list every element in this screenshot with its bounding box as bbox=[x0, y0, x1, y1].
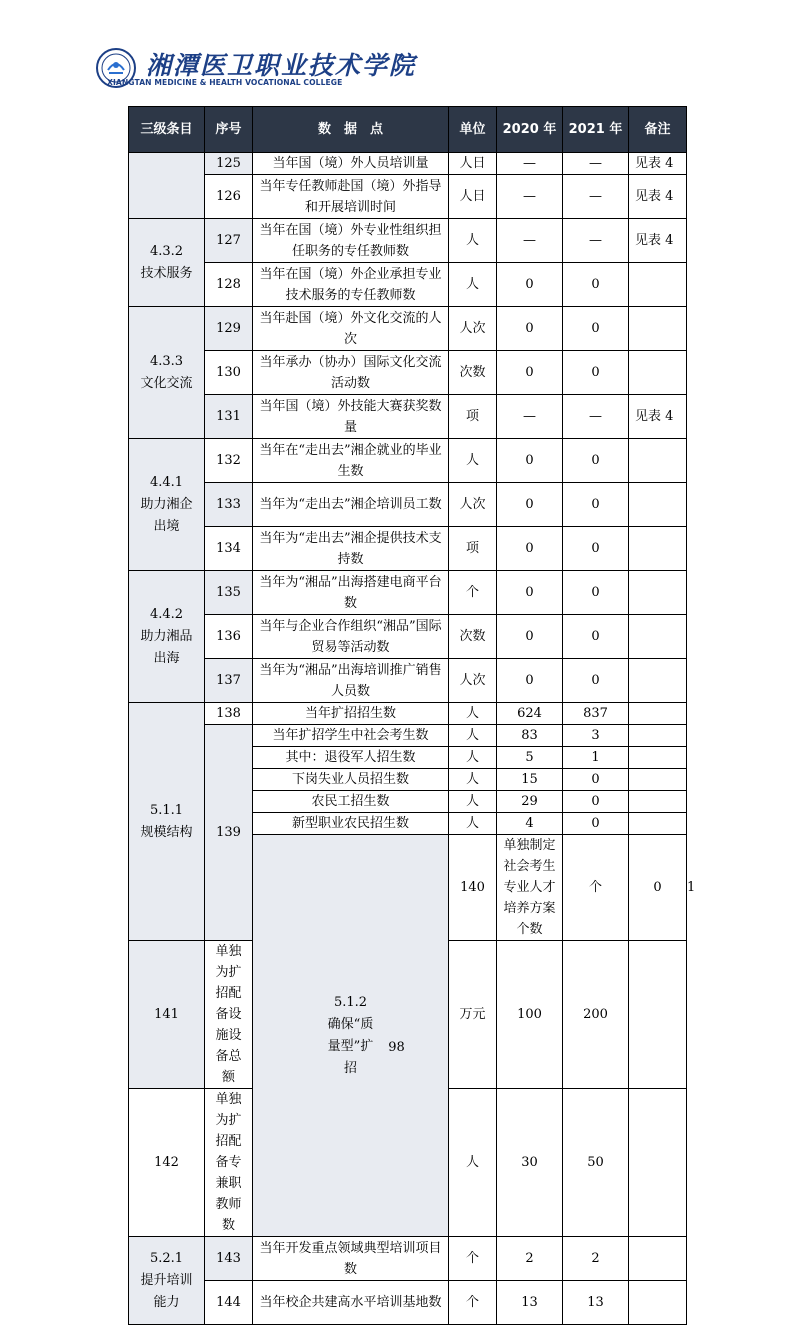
row-unit: 人 bbox=[449, 813, 497, 835]
row-2021: 0 bbox=[563, 813, 629, 835]
row-note bbox=[629, 1281, 687, 1325]
group-cell-5-2-1: 5.2.1 提升培训 能力 bbox=[129, 1237, 205, 1325]
row-seq: 130 bbox=[205, 351, 253, 395]
row-item: 当年赴国（境）外文化交流的人次 bbox=[253, 307, 449, 351]
row-2021: 0 bbox=[563, 307, 629, 351]
row-item: 当年校企共建高水平培训基地数 bbox=[253, 1281, 449, 1325]
row-2020: 4 bbox=[497, 813, 563, 835]
row-unit: 人 bbox=[449, 769, 497, 791]
row-2020: — bbox=[497, 219, 563, 263]
row-note bbox=[629, 791, 687, 813]
group-cell-blank bbox=[129, 153, 205, 219]
row-2020: 0 bbox=[497, 307, 563, 351]
table-row bbox=[129, 175, 687, 219]
row-seq: 139 bbox=[205, 725, 253, 941]
row-item: 当年为“走出去”湘企培训员工数 bbox=[253, 483, 449, 527]
row-note bbox=[629, 263, 687, 307]
row-seq: 129 bbox=[205, 307, 253, 351]
row-item: 新型职业农民招生数 bbox=[253, 813, 449, 835]
row-note bbox=[629, 725, 687, 747]
row-note bbox=[629, 527, 687, 571]
row-seq: 134 bbox=[205, 527, 253, 571]
row-2021: 3 bbox=[563, 725, 629, 747]
row-unit: 次数 bbox=[449, 615, 497, 659]
row-2020: 0 bbox=[497, 483, 563, 527]
row-2021: — bbox=[563, 153, 629, 175]
table-row bbox=[129, 615, 687, 659]
data-table bbox=[128, 106, 696, 1325]
college-name-en: XIANGTAN MEDICINE & HEALTH VOCATIONAL COLLEGE bbox=[107, 78, 343, 87]
row-note bbox=[629, 307, 687, 351]
row-unit: 人 bbox=[449, 219, 497, 263]
row-2021: 0 bbox=[563, 659, 629, 703]
row-item: 当年国（境）外人员培训量 bbox=[253, 153, 449, 175]
row-item: 当年在国（境）外企业承担专业技术服务的专任教师数 bbox=[253, 263, 449, 307]
row-seq: 140 bbox=[449, 835, 497, 941]
row-item: 单独制定社会考生专业人才培养方案个数 bbox=[497, 835, 563, 941]
header-seq: 序号 bbox=[205, 107, 253, 153]
row-unit: 人 bbox=[449, 725, 497, 747]
row-2020: 2 bbox=[497, 1237, 563, 1281]
row-2020: — bbox=[497, 153, 563, 175]
row-unit: 人次 bbox=[449, 307, 497, 351]
row-item: 其中：退役军人招生数 bbox=[253, 747, 449, 769]
row-note bbox=[629, 941, 687, 1089]
table-row bbox=[129, 1237, 687, 1281]
table-row bbox=[129, 153, 687, 175]
row-2021: 837 bbox=[563, 703, 629, 725]
row-2020: 0 bbox=[629, 835, 687, 941]
header-unit: 单位 bbox=[449, 107, 497, 153]
row-note bbox=[629, 813, 687, 835]
row-seq: 143 bbox=[205, 1237, 253, 1281]
row-item: 当年在国（境）外专业性组织担任职务的专任教师数 bbox=[253, 219, 449, 263]
row-2021: 0 bbox=[563, 615, 629, 659]
row-unit: 个 bbox=[449, 1237, 497, 1281]
row-unit: 人 bbox=[449, 439, 497, 483]
row-2020: 624 bbox=[497, 703, 563, 725]
table-row bbox=[129, 571, 687, 615]
header-data-point: 数 据 点 bbox=[253, 107, 449, 153]
table-row: 5.1.2 确保“质 量型”扩 招 140 单独制定社会考生专业人才培养方案个数 个 0 1 bbox=[129, 835, 687, 941]
row-unit: 次数 bbox=[449, 351, 497, 395]
table-row bbox=[129, 263, 687, 307]
header-2021: 2021 年 bbox=[563, 107, 629, 153]
row-item: 下岗失业人员招生数 bbox=[253, 769, 449, 791]
row-seq: 133 bbox=[205, 483, 253, 527]
row-2020: — bbox=[497, 395, 563, 439]
row-note bbox=[629, 615, 687, 659]
row-unit: 人日 bbox=[449, 153, 497, 175]
row-unit: 人 bbox=[449, 747, 497, 769]
header-2020: 2020 年 bbox=[497, 107, 563, 153]
row-note bbox=[629, 351, 687, 395]
row-seq: 131 bbox=[205, 395, 253, 439]
row-unit: 个 bbox=[449, 571, 497, 615]
table-row bbox=[129, 527, 687, 571]
row-2021: 200 bbox=[563, 941, 629, 1089]
table-row bbox=[129, 351, 687, 395]
row-seq: 126 bbox=[205, 175, 253, 219]
table-row bbox=[129, 307, 687, 351]
row-note bbox=[629, 571, 687, 615]
row-note bbox=[629, 659, 687, 703]
row-2021: 0 bbox=[563, 263, 629, 307]
row-2020: 0 bbox=[497, 659, 563, 703]
row-seq: 138 bbox=[205, 703, 253, 725]
table-row bbox=[129, 659, 687, 703]
row-2021: 0 bbox=[563, 571, 629, 615]
row-unit: 人 bbox=[449, 703, 497, 725]
row-2021: 0 bbox=[563, 769, 629, 791]
row-unit: 人 bbox=[449, 791, 497, 813]
row-item: 当年承办（协办）国际文化交流活动数 bbox=[253, 351, 449, 395]
row-note bbox=[629, 747, 687, 769]
row-seq: 144 bbox=[205, 1281, 253, 1325]
row-2020: 0 bbox=[497, 615, 563, 659]
row-item: 当年国（境）外技能大赛获奖数量 bbox=[253, 395, 449, 439]
group-cell-4-3-3: 4.3.3 文化交流 bbox=[129, 307, 205, 439]
row-unit: 人 bbox=[449, 263, 497, 307]
row-item: 当年专任教师赴国（境）外指导和开展培训时间 bbox=[253, 175, 449, 219]
row-2020: 0 bbox=[497, 571, 563, 615]
row-2020: — bbox=[497, 175, 563, 219]
row-2021: 13 bbox=[563, 1281, 629, 1325]
row-item: 当年扩招招生数 bbox=[253, 703, 449, 725]
row-unit: 人次 bbox=[449, 659, 497, 703]
row-note: 见表 4 bbox=[629, 219, 687, 263]
group-cell-5-1-2: 5.1.2 确保“质 量型”扩 招 bbox=[253, 835, 449, 1237]
row-2020: 5 bbox=[497, 747, 563, 769]
table-row bbox=[129, 439, 687, 483]
row-note: 见表 4 bbox=[629, 395, 687, 439]
row-seq: 142 bbox=[129, 1089, 205, 1237]
row-2020: 30 bbox=[497, 1089, 563, 1237]
table-row bbox=[129, 219, 687, 263]
table-row bbox=[129, 725, 687, 747]
row-note bbox=[629, 769, 687, 791]
row-note bbox=[629, 703, 687, 725]
table-row bbox=[129, 1281, 687, 1325]
row-2020: 29 bbox=[497, 791, 563, 813]
header-note: 备注 bbox=[629, 107, 687, 153]
row-2021: 0 bbox=[563, 439, 629, 483]
header-level3-item: 三级条目 bbox=[129, 107, 205, 153]
row-seq: 132 bbox=[205, 439, 253, 483]
row-2021: 2 bbox=[563, 1237, 629, 1281]
row-2021: — bbox=[563, 219, 629, 263]
group-cell-4-4-1: 4.4.1 助力湘企 出境 bbox=[129, 439, 205, 571]
table-header-row bbox=[129, 107, 687, 153]
row-2021: 1 bbox=[563, 747, 629, 769]
row-seq: 136 bbox=[205, 615, 253, 659]
row-item: 当年在“走出去”湘企就业的毕业生数 bbox=[253, 439, 449, 483]
college-logo bbox=[96, 44, 417, 92]
row-item: 单独为扩招配备设施设备总额 bbox=[205, 941, 253, 1089]
row-item: 单独为扩招配备专兼职教师数 bbox=[205, 1089, 253, 1237]
row-unit: 人次 bbox=[449, 483, 497, 527]
row-2021: 0 bbox=[563, 351, 629, 395]
row-item: 当年开发重点领域典型培训项目数 bbox=[253, 1237, 449, 1281]
row-item: 农民工招生数 bbox=[253, 791, 449, 813]
row-unit: 人 bbox=[449, 1089, 497, 1237]
table-row bbox=[129, 703, 687, 725]
row-item: 当年与企业合作组织“湘品”国际贸易等活动数 bbox=[253, 615, 449, 659]
group-cell-4-4-2: 4.4.2 助力湘品 出海 bbox=[129, 571, 205, 703]
row-item: 当年扩招学生中社会考生数 bbox=[253, 725, 449, 747]
college-name-cn: 湘潭医卫职业技术学院 bbox=[146, 51, 417, 80]
row-seq: 125 bbox=[205, 153, 253, 175]
row-2020: 13 bbox=[497, 1281, 563, 1325]
group-cell-5-1-1: 5.1.1 规模结构 bbox=[129, 703, 205, 941]
row-note: 见表 4 bbox=[629, 175, 687, 219]
row-unit: 个 bbox=[449, 1281, 497, 1325]
row-2020: 0 bbox=[497, 527, 563, 571]
row-seq: 127 bbox=[205, 219, 253, 263]
row-note bbox=[629, 1237, 687, 1281]
row-note: 见表 4 bbox=[629, 153, 687, 175]
row-2021: 0 bbox=[563, 527, 629, 571]
row-2020: 0 bbox=[497, 351, 563, 395]
row-unit: 项 bbox=[449, 395, 497, 439]
row-2021: 0 bbox=[563, 791, 629, 813]
row-seq: 135 bbox=[205, 571, 253, 615]
row-unit: 人日 bbox=[449, 175, 497, 219]
row-2020: 0 bbox=[497, 439, 563, 483]
row-2021: — bbox=[563, 175, 629, 219]
row-unit: 项 bbox=[449, 527, 497, 571]
row-2020: 100 bbox=[497, 941, 563, 1089]
row-note bbox=[629, 439, 687, 483]
row-item: 当年为“湘品”出海培训推广销售人员数 bbox=[253, 659, 449, 703]
row-2020: 15 bbox=[497, 769, 563, 791]
row-item: 当年为“湘品”出海搭建电商平台数 bbox=[253, 571, 449, 615]
row-seq: 128 bbox=[205, 263, 253, 307]
row-unit: 万元 bbox=[449, 941, 497, 1089]
table-row bbox=[129, 483, 687, 527]
row-seq: 137 bbox=[205, 659, 253, 703]
row-2021: 0 bbox=[563, 483, 629, 527]
row-note bbox=[629, 483, 687, 527]
table-row bbox=[129, 395, 687, 439]
row-item: 当年为“走出去”湘企提供技术支持数 bbox=[253, 527, 449, 571]
group-cell-4-3-2: 4.3.2 技术服务 bbox=[129, 219, 205, 307]
row-note bbox=[629, 1089, 687, 1237]
row-unit: 个 bbox=[563, 835, 629, 941]
row-2021: 50 bbox=[563, 1089, 629, 1237]
row-2020: 0 bbox=[497, 263, 563, 307]
page-number: 98 bbox=[388, 1040, 405, 1055]
row-2021: — bbox=[563, 395, 629, 439]
row-seq: 141 bbox=[129, 941, 205, 1089]
row-2020: 83 bbox=[497, 725, 563, 747]
